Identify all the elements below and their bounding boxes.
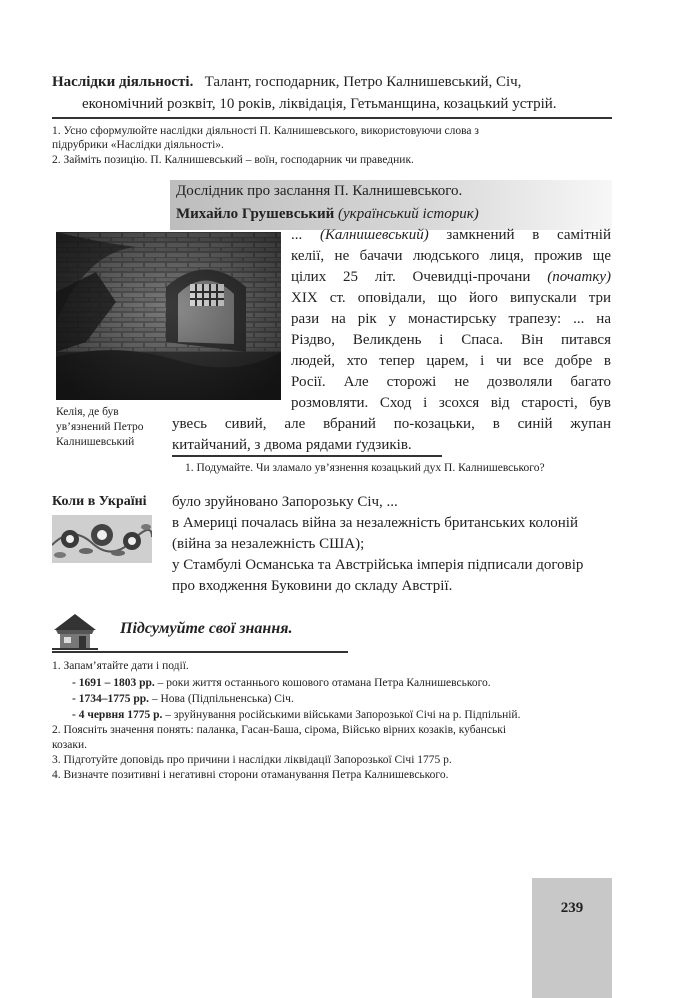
when-line-2: в Америці почалась війна за незалежність британських колоній (172, 515, 578, 531)
final-task-1: 1. Запам’ятайте дати і події. (52, 660, 189, 672)
task-1-line-1: 1. Усно сформулюйте наслідки діяльності П. Калнишевського, використовуючи слова з (52, 125, 479, 137)
task-2: 2. Займіть позицію. П. Калнишевський – воїн, господарник чи праведник. (52, 154, 414, 166)
ornament-image (52, 515, 152, 563)
quote-line-6: Різдво, Великдень і Спаса. Він питався (291, 332, 611, 348)
when-line-3: (війна за незалежність США); (172, 536, 365, 552)
quote-line-10: увесь сивий, але вбраний по-козацьки, в синій жупан (172, 416, 611, 432)
summary-underline (52, 651, 348, 653)
quote-underline (172, 455, 442, 457)
date-line-1: - 1691 – 1803 рр. – роки життя останнього кошового отамана Петра Калнишевського. (72, 677, 491, 689)
researcher-name-line (176, 204, 479, 225)
page-number-tab (532, 878, 612, 998)
when-line-4: у Стамбулі Османська та Австрійська імперія підписали договір (172, 557, 584, 573)
quote-line-5: рази на рік у монастирську трапезу: ... на (291, 311, 611, 327)
cell-photo (56, 232, 281, 400)
ornament-svg (52, 515, 152, 563)
photo-caption-2: ув’язнений Петро (56, 421, 144, 433)
when-line-1: було зруйновано Запорозьку Січ, ... (172, 494, 398, 510)
date-line-3: - 4 червня 1775 р. – зруйнування російськими військами Запорозької Січі на р. Підпільній. (72, 709, 521, 721)
when-line-5: про входження Буковини до складу Австрії. (172, 578, 453, 594)
final-task-2a: 2. Поясніть значення понять: паланка, Гасан-Баша, сірома, Військо вірних козаків, кубанські (52, 724, 507, 736)
researcher-header: Дослідник про заслання П. Калнишевського. (176, 183, 463, 199)
consequences-line-1: Наслідки діяльності. Талант, господарник, Петро Калнишевський, Січ, (52, 74, 522, 90)
task-1-line-2: підрубрики «Наслідки діяльності». (52, 139, 224, 151)
quote-line-2: келії, не бачачи людського лиця, прожив ще (291, 248, 611, 264)
consequences-label: Наслідки діяльності. (52, 74, 194, 90)
quote-line-11: китайчаний, з двома рядами ґудзиків. (172, 437, 412, 453)
quote-line-7: людей, хто тепер царем, і чи все добре в (291, 353, 611, 369)
final-task-3: 3. Підготуйте доповідь про причини і наслідки ліквідації Запорозької Січі 1775 р. (52, 754, 452, 766)
quote-line-8: Росії. Але сторожі не дозволяли багато (291, 374, 611, 390)
quote-line-3: цілих 25 літ. Очевидці-прочани (початку) (291, 269, 611, 285)
consequences-line-2: економічний розквіт, 10 років, ліквідація, Гетьманщина, козацький устрій. (82, 96, 557, 112)
photo-caption-3: Калнишевський (56, 436, 135, 448)
quote-line-9: розмовляти. Сход і зсохся від старості, був (291, 395, 611, 411)
quote-line-1: ... (Калнишевський) замкнений в самітній (291, 227, 611, 243)
quote-line-4: XIX ст. оповідали, що його випускали три (291, 290, 611, 306)
date-line-2: - 1734–1775 рр. – Нова (Підпільненська) Січ. (72, 693, 294, 705)
researcher-role: (український історик) (338, 206, 479, 222)
final-task-2b: козаки. (52, 739, 88, 751)
cell-photo-svg (56, 232, 281, 400)
photo-caption-1: Келія, де був (56, 406, 119, 418)
researcher-name: Михайло Грушевський (176, 206, 335, 222)
divider (52, 117, 612, 119)
final-task-4: 4. Визначте позитивні і негативні сторони отаманування Петра Калнишевського. (52, 769, 449, 781)
summary-title: Підсумуйте свої знання. (120, 620, 293, 637)
researcher-question: 1. Подумайте. Чи зламало ув’язнення козацький дух П. Калнишевського? (185, 462, 545, 474)
when-label: Коли в Україні (52, 494, 147, 509)
hut-icon (52, 612, 98, 650)
page-number: 239 (560, 900, 584, 916)
